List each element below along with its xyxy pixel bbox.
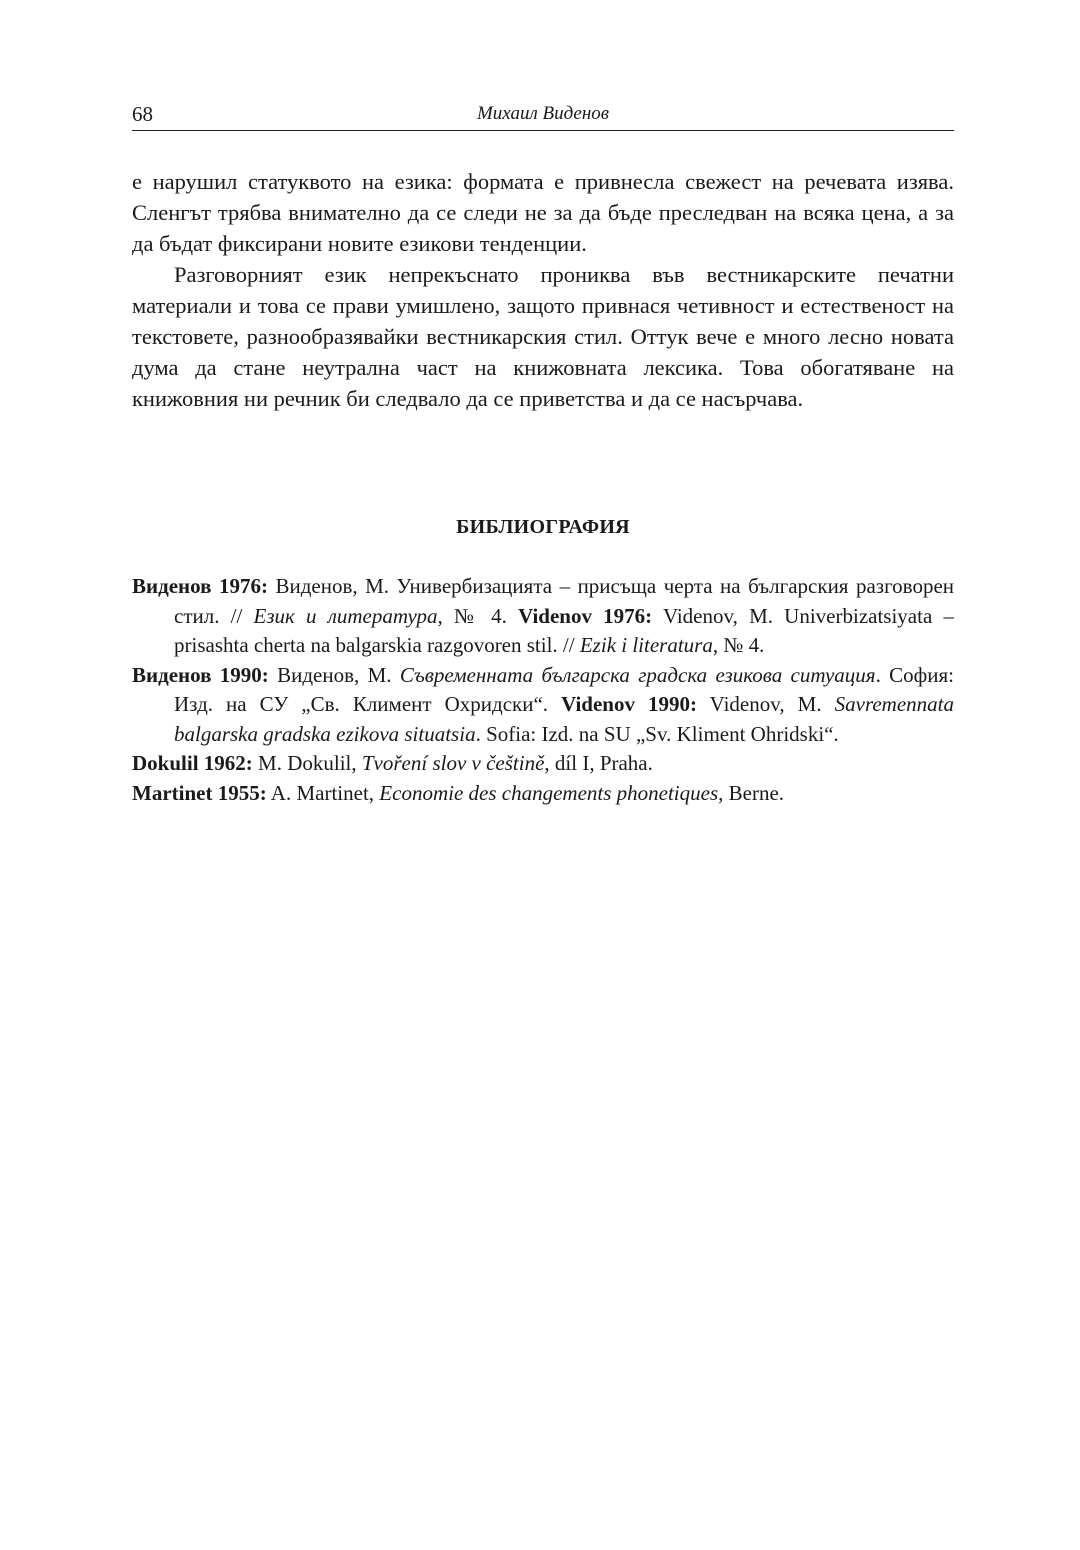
bib-key: Dokulil 1962: bbox=[132, 751, 253, 775]
bib-text: , díl I, Praha. bbox=[544, 751, 653, 775]
bibliography-entry bbox=[132, 572, 954, 661]
bib-text: , Berne. bbox=[718, 780, 785, 805]
bib-title: Език и литература bbox=[253, 603, 438, 628]
paragraph-continued: е нарушил статуквото на езика: формата е привнесла свежест на речевата изява. Сленгът трябва внимателно да се следи не за да бъде преследван на всяка цена, а за да бъдат фиксирани новите езикови тенденции. bbox=[132, 169, 954, 256]
bibliography-entry bbox=[132, 661, 954, 750]
bib-title: Economie des changements phonetiques bbox=[379, 780, 719, 805]
bib-key: Виденов 1990: bbox=[132, 662, 269, 687]
bib-text: Videnov, M. bbox=[697, 692, 835, 716]
bib-key-transliterated: Videnov 1990: bbox=[561, 692, 698, 716]
body-text bbox=[132, 166, 954, 414]
bib-text: , № 4. bbox=[437, 603, 519, 628]
bib-title-transliterated: Ezik i literatura bbox=[579, 633, 713, 657]
bib-text: Виденов, М. Универбизацията – присъща черта на българския разговорен стил. // bbox=[174, 574, 955, 628]
bib-title-transliterated: Savremennata balgarska gradska ezikova situatsia bbox=[174, 692, 954, 746]
bib-text: Виденов, М. bbox=[268, 662, 400, 687]
bibliography-entry bbox=[132, 779, 954, 809]
paragraph: Разговорният език непрекъснато прониква във вестникарските печатни материали и това се прави умишлено, защото привнася четивност и естественост на текстовете, разнообразявайки вестникарския стил. Оттук вече е много лесно новата дума да стане неутрална част на книжовната лексика. Това обогатяване на книжовния ни речник би следвало да се приветства и да се насърчава. bbox=[132, 262, 954, 411]
bib-key-transliterated: Videnov 1976: bbox=[518, 603, 653, 628]
page-number: 68 bbox=[132, 102, 153, 126]
running-head bbox=[132, 100, 954, 131]
bib-text: . София: Изд. на СУ „Св. Климент Охридски“. bbox=[174, 662, 954, 716]
bib-text: , № 4. bbox=[712, 633, 765, 657]
bib-text: A. Martinet, bbox=[266, 780, 380, 805]
bibliography-entry bbox=[132, 749, 954, 779]
bib-key: Виденов 1976: bbox=[132, 574, 268, 598]
bibliography-heading: БИБЛИОГРАФИЯ bbox=[456, 516, 630, 538]
bib-text: Videnov, M. Univerbizatsiyata – prisashta cherta na balgarskia razgovoren stil. // bbox=[174, 603, 954, 657]
bib-title: Съвременната българска градска езикова ситуация bbox=[399, 662, 876, 687]
bib-title: Tvoření slov v češtině bbox=[361, 751, 545, 775]
bib-key: Martinet 1955: bbox=[132, 780, 267, 805]
bib-text: . Sofia: Izd. na SU „Sv. Kliment Ohridski“. bbox=[475, 721, 839, 746]
book-page bbox=[132, 0, 954, 1550]
bibliography-list bbox=[132, 572, 954, 808]
bib-text: M. Dokulil, bbox=[252, 751, 362, 775]
running-title-author: Михаил Виденов bbox=[476, 103, 610, 124]
